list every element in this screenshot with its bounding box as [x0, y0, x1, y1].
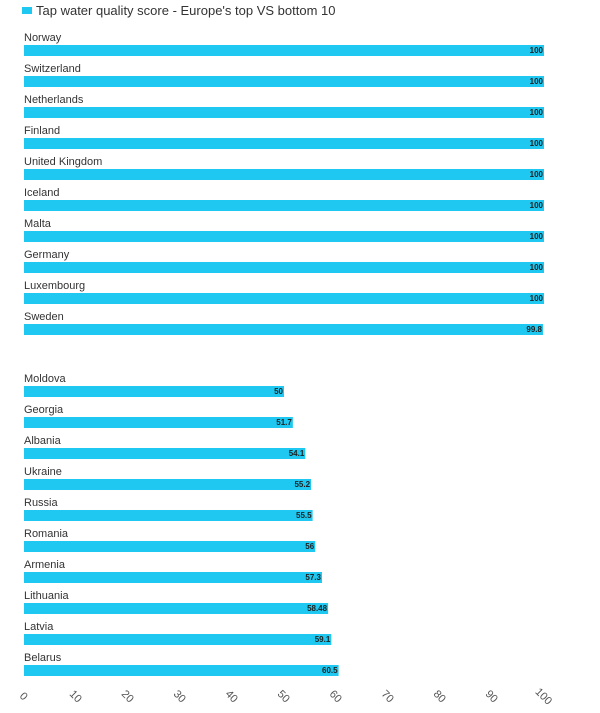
bar-albania: [24, 448, 305, 459]
category-label-united-kingdom: United Kingdom: [24, 156, 103, 168]
category-label-netherlands: Netherlands: [24, 94, 84, 106]
value-label-norway: 100: [529, 46, 543, 55]
x-tick-label: 80: [430, 688, 448, 706]
bar-ukraine: [24, 479, 311, 490]
value-label-latvia: 59.1: [314, 635, 331, 644]
category-label-lithuania: Lithuania: [24, 590, 69, 602]
value-label-united-kingdom: 100: [529, 170, 543, 179]
bar-russia: [24, 510, 313, 521]
bar-sweden: [24, 324, 543, 335]
category-label-sweden: Sweden: [24, 311, 64, 323]
bar-lithuania: [24, 603, 328, 614]
category-label-finland: Finland: [24, 125, 61, 137]
x-tick-label: 50: [274, 688, 292, 706]
x-tick-label: 0: [16, 690, 30, 704]
x-tick-label: 20: [118, 688, 136, 706]
value-label-albania: 54.1: [288, 449, 305, 458]
value-label-finland: 100: [529, 139, 543, 148]
category-label-luxembourg: Luxembourg: [24, 280, 86, 292]
category-label-germany: Germany: [24, 249, 70, 261]
category-label-romania: Romania: [24, 528, 69, 540]
value-label-lithuania: 58.48: [307, 604, 328, 613]
bar-georgia: [24, 417, 293, 428]
category-label-belarus: Belarus: [24, 652, 62, 664]
bar-netherlands: [24, 107, 544, 118]
category-label-albania: Albania: [24, 435, 61, 447]
bar-switzerland: [24, 76, 544, 87]
value-label-sweden: 99.8: [526, 325, 542, 334]
bar-norway: [24, 45, 544, 56]
x-tick-label: 100: [532, 685, 555, 708]
value-label-luxembourg: 100: [529, 294, 543, 303]
category-label-latvia: Latvia: [24, 621, 54, 633]
value-label-armenia: 57.3: [305, 573, 321, 582]
x-tick-label: 90: [482, 688, 500, 706]
value-label-moldova: 50: [274, 387, 283, 396]
value-label-belarus: 60.5: [322, 666, 338, 675]
category-label-ukraine: Ukraine: [24, 466, 62, 478]
value-label-switzerland: 100: [529, 77, 543, 86]
x-tick-label: 40: [222, 688, 240, 706]
value-label-netherlands: 100: [529, 108, 543, 117]
category-label-georgia: Georgia: [24, 404, 64, 416]
category-label-armenia: Armenia: [24, 559, 65, 571]
category-label-iceland: Iceland: [24, 187, 60, 199]
value-label-malta: 100: [529, 232, 543, 241]
value-label-russia: 55.5: [296, 511, 312, 520]
bar-romania: [24, 541, 315, 552]
bar-germany: [24, 262, 544, 273]
value-label-georgia: 51.7: [276, 418, 292, 427]
bar-iceland: [24, 200, 544, 211]
x-tick-label: 10: [66, 688, 84, 706]
x-axis: [17, 686, 554, 707]
bar-malta: [24, 231, 544, 242]
legend: [22, 3, 335, 18]
bars-group: [24, 32, 544, 676]
x-tick-label: 70: [378, 688, 396, 706]
category-label-norway: Norway: [24, 32, 62, 44]
bar-moldova: [24, 386, 284, 397]
x-tick-label: 30: [170, 688, 188, 706]
bar-belarus: [24, 665, 339, 676]
bar-armenia: [24, 572, 322, 583]
value-label-romania: 56: [305, 542, 315, 551]
value-label-germany: 100: [529, 263, 543, 272]
value-label-ukraine: 55.2: [294, 480, 311, 489]
bar-united-kingdom: [24, 169, 544, 180]
bar-finland: [24, 138, 544, 149]
category-label-malta: Malta: [24, 218, 51, 230]
x-tick-label: 60: [326, 688, 344, 706]
legend-label: Tap water quality score - Europe's top VS bottom 10: [36, 3, 336, 18]
bar-luxembourg: [24, 293, 544, 304]
category-label-russia: Russia: [24, 497, 58, 509]
category-label-switzerland: Switzerland: [24, 63, 81, 75]
value-label-iceland: 100: [529, 201, 543, 210]
category-label-moldova: Moldova: [24, 373, 66, 385]
legend-swatch: [22, 7, 32, 14]
bar-latvia: [24, 634, 331, 645]
